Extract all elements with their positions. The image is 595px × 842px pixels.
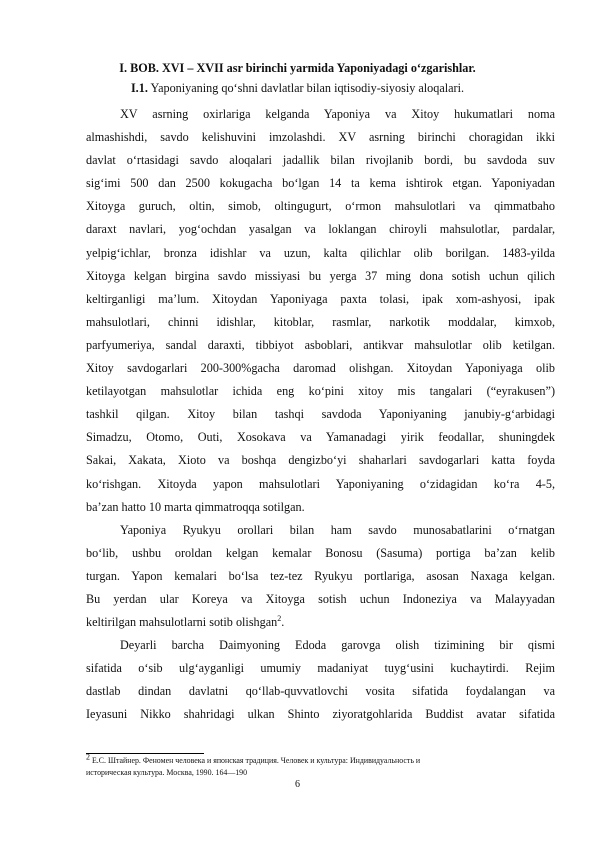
text-line: Yaponiya Ryukyu orollari bilan ham savdo munosabatlarini o‘rnatgan xyxy=(120,522,555,537)
footnote-separator xyxy=(86,753,204,754)
page-number: 6 xyxy=(295,779,300,790)
text-line-content: keltirilgan mahsulotlarni sotib olishgan xyxy=(86,615,278,630)
text-line: Xitoy savdogarlari 200-300%gacha daromad olishgan. Xitoydan Yaponiyaga olib xyxy=(86,361,555,376)
footnote xyxy=(86,752,555,778)
footnote-text: Е.С. Штайнер. Феномен человека и японская традиция. Человек и культура: Индивидуальность и xyxy=(91,756,421,765)
body-text xyxy=(86,103,555,727)
footnote-reference: 2 xyxy=(277,614,282,623)
text-line: daraxt navlari, yog‘ochdan yasalgan va loklangan chiroyli mahsulotlar, pardalar, xyxy=(86,222,555,237)
text-line: ketilayotgan mahsulotlar ichida eng ko‘pini xitoy mis tangalari (“eyrakusen”) xyxy=(86,384,555,399)
text-line: sig‘imi 500 dan 2500 kokugacha bo‘lgan 14 ta kema ishtirok etgan. Yaponiyadan xyxy=(86,176,555,191)
text-line: Xitoyga kelgan birgina savdo missiyasi bu yerga 37 ming dona sotish uchun qilich xyxy=(86,268,555,283)
text-line: Simadzu, Otomo, Outi, Xosokava va Yamanadagi yirik feodallar, shuningdek xyxy=(86,430,555,445)
text-line: parfyumeriya, sandal daraxti, tibbiyot asboblari, antikvar mahsulotlar olib ketilgan. xyxy=(86,337,555,352)
sentence-end: . xyxy=(281,615,285,630)
text-line-with-footnote xyxy=(86,611,555,634)
text-line: turgan. Yapon kemalari bo‘lsa tez-tez Ryukyu portlariga, asosan Naxaga kelgan. xyxy=(86,568,555,583)
section-heading xyxy=(0,80,595,96)
text-line: Ieyasuni Nikko shahridagi ulkan Shinto ziyoratgohlarida Buddist avatar sifatida xyxy=(86,707,555,722)
section-title: Yaponiyaning qo‘shni davlatlar bilan iqtisodiy-siyosiy aloqalari. xyxy=(150,81,465,95)
text-line: ko‘rishgan. Xitoyda yapon mahsulotlari Yaponiyaning o‘zidagidan ko‘ra 4-5, xyxy=(86,476,555,491)
text-line: Bu yerdan ular Koreya va Xitoyga sotish uchun Indoneziya va Malayyadan xyxy=(86,591,555,606)
text-line: keltirganligi ma’lum. Xitoydan Yaponiyaga paxta tolasi, ipak xom-ashyosi, ipak xyxy=(86,291,555,306)
footnote-number: 2 xyxy=(86,752,90,762)
text-line: Sakai, Xakata, Xioto va boshqa dengizbo‘yi shaharlari savdogarlari katta foyda xyxy=(86,453,555,468)
text-line: yelpig‘ichlar, bronza idishlar va uzun, kalta qilichlar olib borilgan. 1483-yilda xyxy=(86,245,555,260)
text-line: ba’zan hatto 10 marta qimmatroqqa sotilgan. xyxy=(86,499,305,514)
text-line: dastlab dindan davlatni qo‘llab-quvvatlovchi vosita sifatida foydalangan va xyxy=(86,684,555,699)
text-line: XV asrning oxirlariga kelganda Yaponiya va Xitoy hukumatlari noma xyxy=(120,107,555,121)
text-line: tashkil qilgan. Xitoy bilan tashqi savdoda Yaponiyaning janubiy-g‘arbidagi xyxy=(86,407,555,422)
text-line: Xitoyga guruch, oltin, simob, oltingugurt, o‘rmon mahsulotlari va qimmatbaho xyxy=(86,199,555,214)
text-line: almashishdi, savdo kelishuvini imzolashdi. XV asrning birinchi choragidan ikki xyxy=(86,130,555,145)
footnote-line: историческая культура. Москва, 1990. 164—190 xyxy=(86,767,248,777)
chapter-title: I. BOB. XVI – XVII asr birinchi yarmida Yaponiyadagi o‘zgarishlar. xyxy=(119,61,476,75)
footnote-line xyxy=(86,752,555,767)
section-number: I.1. xyxy=(130,81,148,95)
text-line: Deyarli barcha Daimyoning Edoda garovga olish tizimining bir qismi xyxy=(120,638,555,653)
text-line: davlat o‘rtasidagi savdo aloqalari jadallik bilan rivojlanib bordi, bu savdoda suv xyxy=(86,153,555,168)
text-line: sifatida o‘sib ulg‘ayganligi umumiy madaniyat tuyg‘usini kuchaytirdi. Rejim xyxy=(86,661,555,676)
text-line: mahsulotlari, chinni idishlar, kitoblar, rasmlar, narkotik moddalar, kimxob, xyxy=(86,314,555,329)
text-line: bo‘lib, ushbu oroldan kelgan kemalar Bonosu (Sasuma) portiga ba’zan kelib xyxy=(86,545,555,560)
